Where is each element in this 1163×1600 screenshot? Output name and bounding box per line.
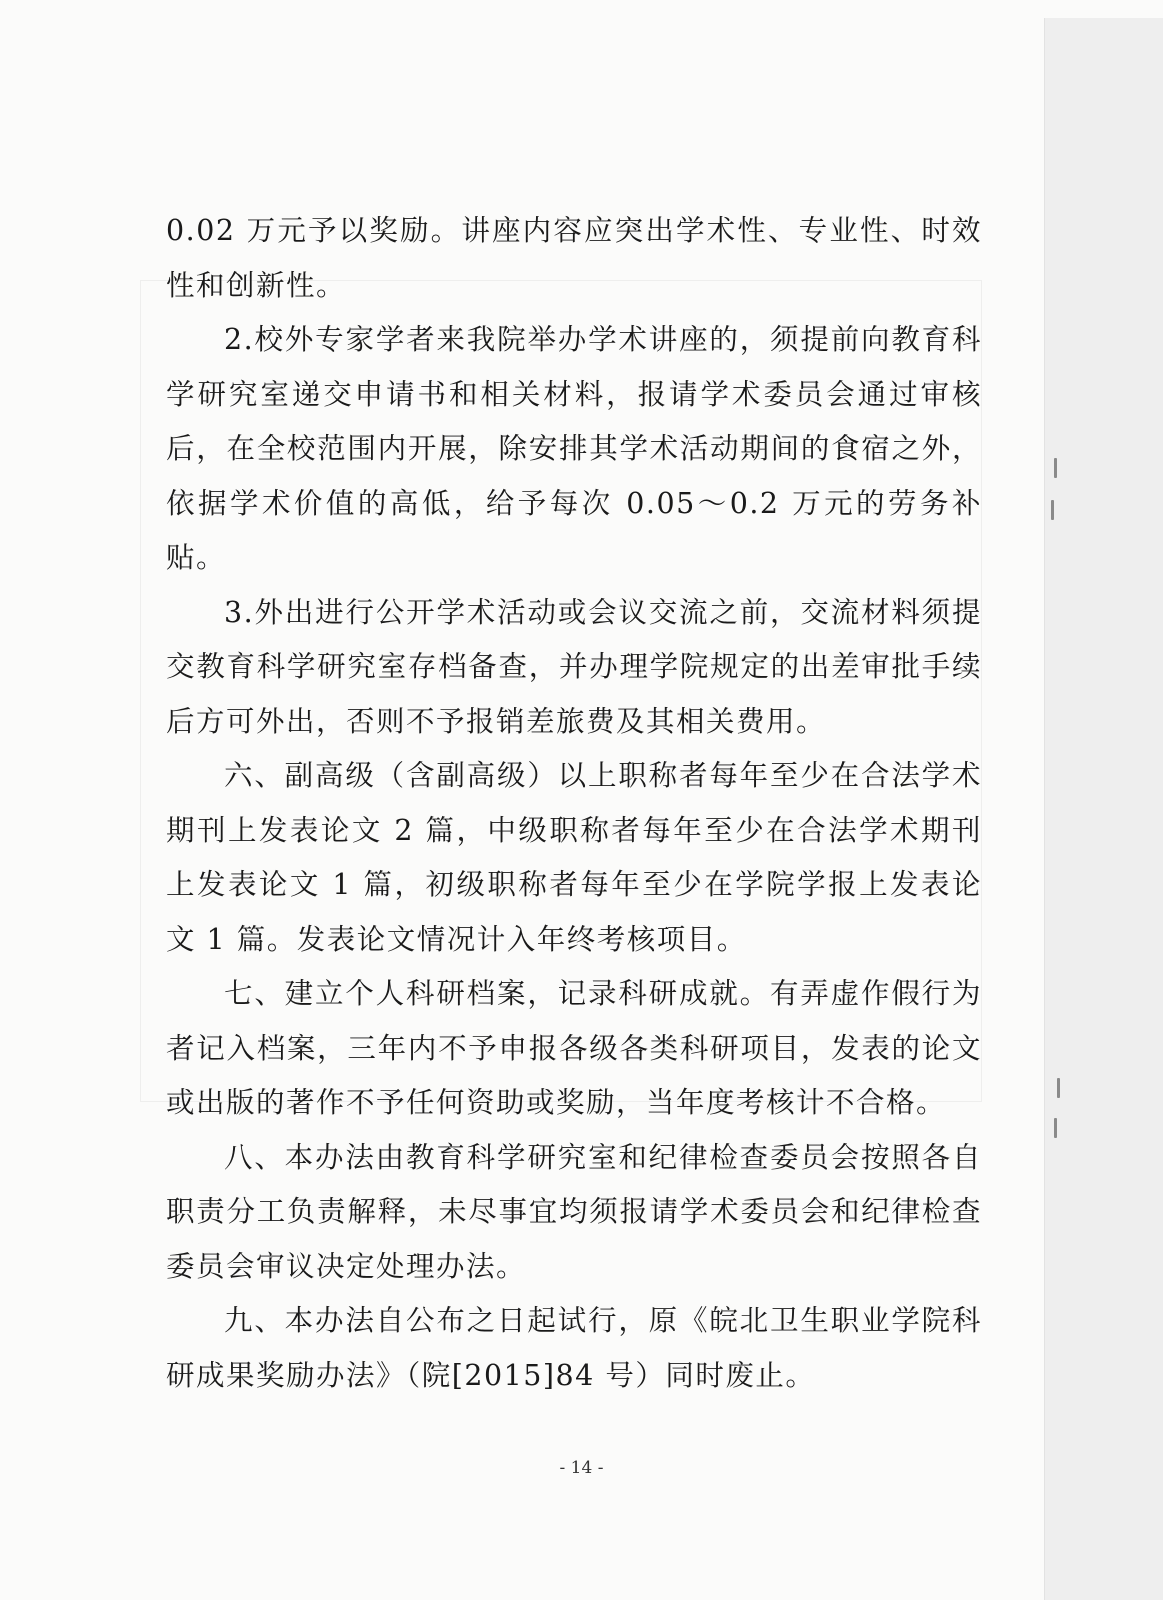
binding-mark-1 bbox=[1054, 458, 1057, 478]
body-text bbox=[166, 204, 982, 1403]
paragraph-article-6: 六、副高级（含副高级）以上职称者每年至少在合法学术期刊上发表论文 2 篇，中级职称者每年至少在合法学术期刊上发表论文 1 篇，初级职称者每年至少在学院学报上发表论文 1 篇。发表论文情况计入年终考核项目。 bbox=[166, 759, 982, 956]
paragraph-continuation: 0.02 万元予以奖励。讲座内容应突出学术性、专业性、时效性和创新性。 bbox=[166, 214, 982, 302]
scan-edge-strip bbox=[1044, 18, 1163, 1600]
binding-mark-2 bbox=[1051, 500, 1054, 520]
page-number: - 14 - bbox=[559, 1458, 604, 1478]
paragraph-item-3: 3.外出进行公开学术活动或会议交流之前，交流材料须提交教育科学研究室存档备查，并办理学院规定的出差审批手续后方可外出，否则不予报销差旅费及其相关费用。 bbox=[166, 595, 982, 738]
paragraph-item-2: 2.校外专家学者来我院举办学术讲座的，须提前向教育科学研究室递交申请书和相关材料，报请学术委员会通过审核后，在全校范围内开展，除安排其学术活动期间的食宿之外，依据学术价值的高低，给予每次 0.05～0.2 万元的劳务补贴。 bbox=[166, 323, 982, 574]
paragraph-article-7: 七、建立个人科研档案，记录科研成就。有弄虚作假行为者记入档案，三年内不予申报各级各类科研项目，发表的论文或出版的著作不予任何资助或奖励，当年度考核计不合格。 bbox=[166, 977, 982, 1119]
binding-mark-3 bbox=[1057, 1078, 1060, 1098]
binding-mark-4 bbox=[1054, 1118, 1057, 1138]
paragraph-article-9: 九、本办法自公布之日起试行，原《皖北卫生职业学院科研成果奖励办法》（院[2015]84 号）同时废止。 bbox=[166, 1304, 982, 1392]
paragraph-article-8: 八、本办法由教育科学研究室和纪律检查委员会按照各自职责分工负责解释，未尽事宜均须报请学术委员会和纪律检查委员会审议决定处理办法。 bbox=[166, 1140, 982, 1283]
